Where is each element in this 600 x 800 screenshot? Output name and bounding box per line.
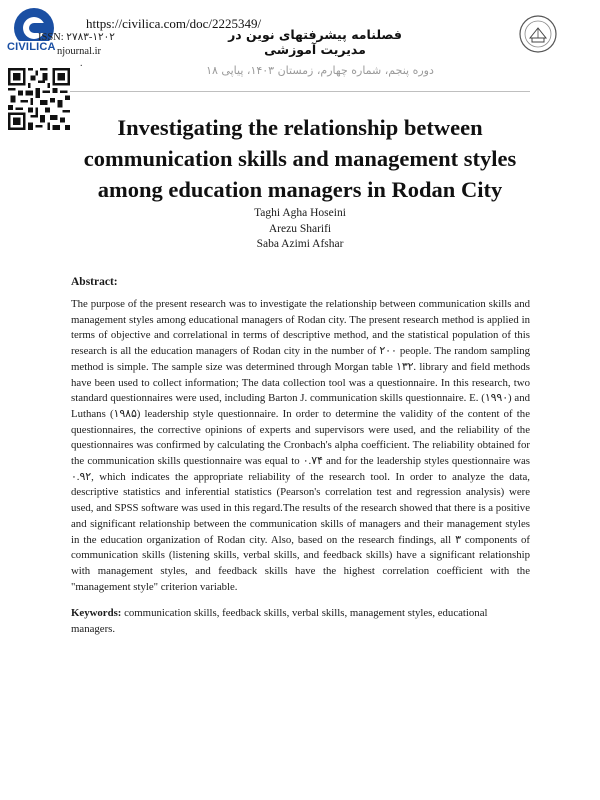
journal-emblem-icon [518,14,558,54]
abstract-body: The purpose of the present research was to investigate the relationship between communication skills and management styles among educational managers of Rodan city. The present research method is applied in terms of objective and correlational in terms of descriptive method, and the statistical population of this research is all the education managers of Rodan city in the number of ۲۰۰ people. The random sampling method is simple. The sample size was determined through Morgan table ۱۳۲. library and field methods have been used to collect information; The data collection tool was a questionnaire. In this research, two standard questionnaires were used, including Barton J. communication skills questionnaire. E. (۱۹۹۰) and Luthans (۱۹۸۵) leadership style questionnaire. In order to determine the validity of the content of the questionnaires, the corrective opinions of experts and supervisors were used, and the reliability of the questionnaires was confirmed by calculating the Cronbach's alpha coefficient. The reliability obtained for the communication skills questionnaire was equal to ۰.۷۴ and for the leadership styles questionnaire was ۰.۹۲, which indicates the appropriate reliability of the research tool. In order to analyze the data, descriptive statistics and inferential statistics (Pearson's correlation test and regression analysis) were used, and SPSS software was used in this regard.The results of the research showed that there is a positive and significant relationship between the communication skills of managers and their management styles in the education organization of Rodan city. Also, based on the research findings, all ۳ components of communication skills (listening skills, verbal skills, and feedback skills) have a significant relationship with management styles, and feedback skills have the highest correlation coefficient with the "management style" criterion variable. [71,298,530,593]
author-name: Taghi Agha Hoseini [254,207,346,219]
paper-title: Investigating the relationship between communication skills and management styles among education managers in Rodan City [83,115,517,202]
author-name: Arezu Sharifi [268,222,332,235]
issn-number: ISSN: ۲۷۸۳-۱۲۰۲ [38,32,115,43]
journal-title: فصلنامه پیشرفتهای نوین در مدیریت آموزشی [228,27,402,57]
keywords-section [71,606,530,637]
keywords-label: Keywords: [71,607,122,619]
document-url[interactable]: https://civilica.com/doc/2225349/ [86,16,262,31]
journal-issue-info: دوره پنجم، شماره چهارم، زمستان ۱۴۰۳، پیاپی ۱۸ [206,64,434,77]
journal-website[interactable]: njournal.ir [57,46,102,57]
civilica-logo-text[interactable]: CIVILICA [7,41,56,53]
abstract-heading: Abstract: [71,276,118,288]
header-dot: . [80,58,83,69]
author-list [150,206,450,253]
header-divider [70,91,530,92]
keywords-text: communication skills, feedback skills, verbal skills, management styles, educational managers. [71,607,488,635]
author-name: Saba Azimi Afshar [256,238,344,250]
